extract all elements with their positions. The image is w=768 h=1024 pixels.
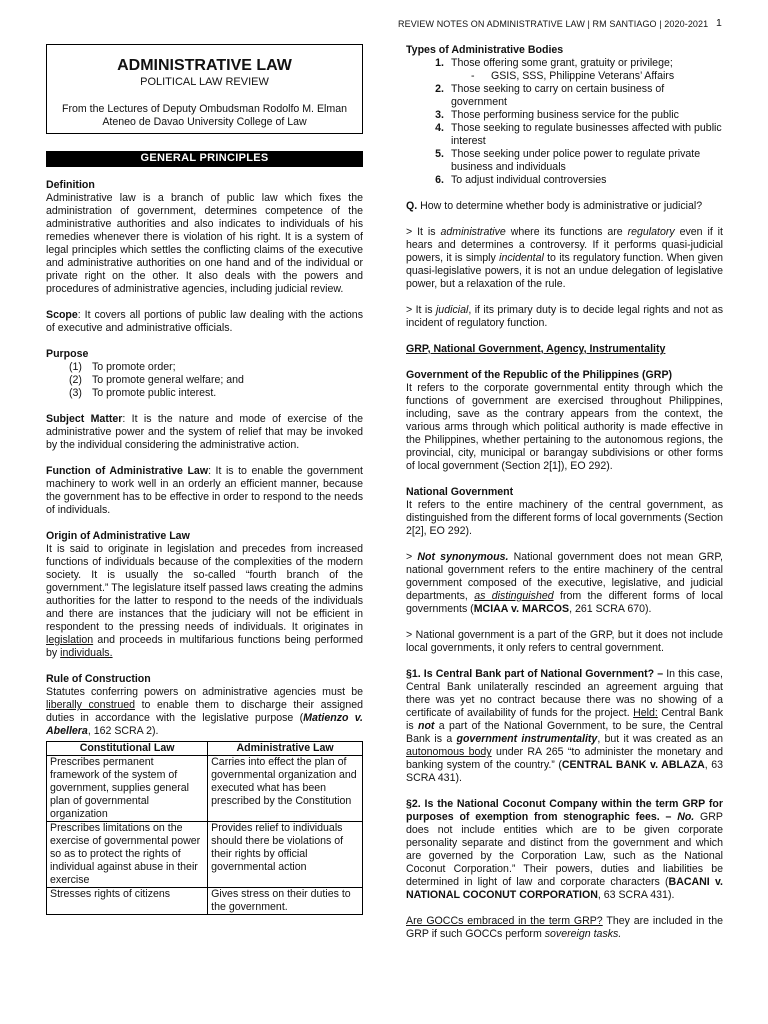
origin-text-a: It is said to originate in legislation and precedes from increased functions of individuals because of the complexities of the modern society. It is usually the so-called “fourth branch of the government.” The legislature itself passed laws creating the admins authorities for the latter to respond to the needs of the individuals and there are instances that the judiciary will not be efficient in respondent to the pressing needs of individuals. It originates in (46, 543, 363, 633)
item-number: 6. (435, 174, 444, 186)
item-number: (2) (69, 374, 82, 386)
page-number: 1 (716, 17, 722, 29)
item-text: Those performing business service for the public (451, 109, 679, 121)
rule-text-a: Statutes conferring powers on administrative agencies must be (46, 686, 363, 698)
item-text: Those seeking to carry on certain business of government (451, 83, 665, 108)
question (406, 200, 723, 213)
rule-section (46, 673, 363, 738)
grp-section (406, 369, 723, 473)
left-column (46, 44, 363, 915)
running-title: REVIEW NOTES ON ADMINISTRATIVE LAW | RM SANTIAGO | 2020-2021 (398, 19, 709, 29)
case-name: CENTRAL BANK v. ABLAZA (561, 759, 705, 771)
list-item (426, 122, 723, 148)
text-run: National government does not mean GRP, national government refers to the entire machinery of the central government composed of the executive, legislative, and judicial departments, (406, 551, 723, 602)
lecture-line-1: From the Lectures of Deputy Ombudsman Rodolfo M. Elman (62, 103, 347, 115)
case-name: MCIAA v. MARCOS (473, 603, 570, 615)
item-text: Those seeking to regulate businesses affected with public interest (451, 122, 722, 147)
text-run: , if its primary duty is to decide legal rights and not as incident of regulatory function. (406, 304, 723, 329)
origin-text (46, 543, 363, 660)
list-item (69, 361, 363, 374)
grp-heading-text: GRP, National Government, Agency, Instrumentality (406, 343, 666, 355)
text-run: even if it hears and determines a controversy. If it performs quasi-judicial powers, it is simply (406, 226, 723, 264)
item-number: 3. (435, 109, 444, 121)
question-label: Q. (406, 200, 418, 212)
list-item (426, 148, 723, 174)
definition-heading: Definition (46, 179, 95, 191)
text-run: where its functions are (505, 226, 628, 238)
section-bar: GENERAL PRINCIPLES (46, 151, 363, 167)
judicial-paragraph (406, 304, 723, 330)
held-label: Held: (633, 707, 658, 719)
subject-matter-heading: Subject Matter (46, 413, 123, 425)
origin-heading: Origin of Administrative Law (46, 530, 190, 542)
rule-underlined: liberally construed (46, 699, 136, 711)
section-2-paragraph (406, 798, 723, 902)
rule-text (46, 686, 363, 738)
rule-text-b: to enable them to discharge their assigned duties in accordance with the legislative purpose ( (46, 699, 363, 724)
text-run: as distinguished (474, 590, 554, 602)
function-section (46, 465, 363, 517)
item-text: Those offering some grant, gratuity or privilege; (451, 57, 673, 69)
table-cell: Carries into effect the plan of governmental organization and executed what has been prescribed by the Constitution (208, 756, 363, 822)
rule-case-name: Matienzo v. Abellera (46, 712, 363, 737)
item-text: To adjust individual controversies (451, 174, 607, 186)
grp-section-heading (406, 343, 723, 356)
function-heading: Function of Administrative Law (46, 465, 209, 477)
text-run: not (417, 720, 435, 732)
text-run: In this case, Central Bank unilaterally rescinded an agreement arguing that there was yet no contract because there was no showing of a certificate of availability of funds for the project. (406, 668, 723, 719)
right-column (406, 44, 723, 941)
origin-underlined-2: individuals. (60, 647, 113, 659)
text-run: government instrumentality (456, 733, 598, 745)
definition-text: Administrative law is a branch of public law which fixes the administration of government, determines competence of the administrative authorities and also indicates to individuals of his remedies whenever there is violation of his right. It is a system of legal principles which settles the conflicting claims of the executive and administrative authorities on one hand and of the individual or private right on the other. It also deals with the powers and procedures of administrative agencies, including judicial review. (46, 192, 363, 295)
text-run: incidental (499, 252, 544, 264)
purpose-heading: Purpose (46, 348, 89, 360)
list-item (426, 174, 723, 187)
grp-text: It refers to the corporate governmental entity through which the functions of government are exercised throughout Philippines, including, save as the contrary appears from the context, the various arms through which political authority is made effective in the Philippines, whether pertaining to the autonomous regions, the provincial, city, municipal or barangay subdivisions or other forms of local government (Section 2[1]), EO 292). (406, 382, 723, 472)
text-run: judicial (435, 304, 469, 316)
list-item (426, 57, 723, 70)
list-item (69, 387, 363, 400)
sub-item-text: GSIS, SSS, Philippine Veterans’ Affairs (491, 70, 675, 82)
origin-underlined-1: legislation (46, 634, 94, 646)
definition-section (46, 179, 363, 296)
text-run: autonomous body (406, 746, 492, 758)
section-2-heading: §2. Is the National Coconut Company within the term GRP for purposes of exemption from stenographic fees. – (406, 798, 723, 823)
text-run: a part of the National Government, to be sure, the Central Bank is a (406, 720, 723, 745)
sub-item-dash: - (471, 70, 475, 82)
text-run: > It is (406, 226, 441, 238)
origin-section (46, 530, 363, 660)
goccs-question: Are GOCCs embraced in the term GRP? (406, 915, 603, 927)
case-name: BACANI v. NATIONAL COCONUT CORPORATION (406, 876, 724, 901)
scope-text: : It covers all portions of public law dealing with the actions of executive and administrative officials. (46, 309, 363, 334)
item-number: (1) (69, 361, 82, 373)
goccs-paragraph (406, 915, 723, 941)
text-run: GRP does not include entities which are to be given corporate personality separate and distinct from the government and which are governed by the Corporation Law, such as the National Coconut Corporation.” Their powers, duties and liabilities be determined in light of law and corporate characters ( (406, 811, 723, 888)
not-synonymous-paragraph (406, 551, 723, 616)
sub-list-item (471, 70, 723, 83)
item-text: Those seeking under police power to regulate private business and individuals (451, 148, 701, 173)
item-number: (3) (69, 387, 82, 399)
table-cell: Prescribes limitations on the exercise of governmental power so as to protect the rights of individual against abuse in their exercise (47, 822, 208, 888)
rule-heading: Rule of Construction (46, 673, 151, 685)
text-run: sovereign tasks. (544, 928, 622, 940)
comparison-table (46, 741, 363, 915)
lecture-line-2: Ateneo de Davao University College of Law (102, 116, 307, 128)
title-box (46, 44, 363, 134)
text-run: Central Bank is (406, 707, 723, 732)
text-run: > It is (406, 304, 436, 316)
rule-text-c: , 162 SCRA 2). (87, 725, 159, 737)
item-number: 1. (435, 57, 444, 69)
document-title: ADMINISTRATIVE LAW (117, 57, 292, 74)
table-row (47, 888, 363, 915)
administrative-paragraph (406, 226, 723, 291)
item-text: To promote order; (92, 361, 176, 373)
question-text: How to determine whether body is administrative or judicial? (417, 200, 703, 212)
purpose-list (69, 361, 363, 400)
text-run: under RA 265 “to administer the monetary and banking system of the country.” ( (406, 746, 723, 771)
purpose-section (46, 348, 363, 400)
column-header: Constitutional Law (47, 742, 208, 756)
column-header: Administrative Law (208, 742, 363, 756)
text-run: , 63 SCRA 431). (406, 759, 724, 784)
table-cell: Provides relief to individuals should there be violations of their rights by official governmental action (208, 822, 363, 888)
subject-matter-text: : It is the nature and mode of exercise of the administrative power and the system of relief that may be invoked by the individual considering the administrative action. (46, 413, 363, 451)
table-row (47, 756, 363, 822)
text-run: > (406, 551, 418, 563)
types-section (406, 44, 723, 187)
section-1-heading: §1. Is Central Bank part of National Government? – (406, 668, 664, 680)
text-run: Not synonymous. (417, 551, 509, 563)
scope-section (46, 309, 363, 335)
item-number: 2. (435, 83, 444, 95)
text-run: administrative (440, 226, 506, 238)
text-run: , 261 SCRA 670). (569, 603, 652, 615)
text-run: regulatory (627, 226, 675, 238)
types-list (426, 57, 723, 187)
text-run: from the different forms of local governments ( (406, 590, 723, 615)
table-cell: Prescribes permanent framework of the system of government, supplies general plan of governmental organization (47, 756, 208, 822)
grp-heading: Government of the Republic of the Philippines (GRP) (406, 369, 673, 381)
text-run: to its regulatory function. When given quasi-legislative powers, it is not an undue delegation of legislative power, but a relaxation of the rule. (406, 252, 723, 290)
national-government-heading: National Government (406, 486, 514, 498)
running-header (398, 18, 722, 31)
text-run: , 63 SCRA 431). (597, 889, 675, 901)
list-item (426, 109, 723, 122)
national-government-text: It refers to the entire machinery of the central government, as distinguished from the different forms of local governments (Section 2[2], EO 292). (406, 499, 723, 537)
document-subtitle: POLITICAL LAW REVIEW (140, 76, 269, 88)
text-run: , but it was created as an (597, 733, 723, 745)
table-row (47, 822, 363, 888)
item-number: 4. (435, 122, 444, 134)
text-run: They are included in the GRP if such GOCCs perform (406, 915, 723, 940)
scope-heading: Scope (46, 309, 78, 321)
list-item (426, 83, 723, 109)
table-cell: Gives stress on their duties to the government. (208, 888, 363, 915)
part-of-grp-paragraph: > National government is a part of the GRP, but it does not include local governments, it only refers to central government. (406, 629, 723, 654)
text-run: No. (677, 811, 695, 823)
section-1-paragraph (406, 668, 723, 785)
item-text: To promote public interest. (92, 387, 217, 399)
origin-text-b: and proceeds in multifarious functions being performed by (46, 634, 363, 659)
list-item (69, 374, 363, 387)
types-heading: Types of Administrative Bodies (406, 44, 564, 56)
national-government-section (406, 486, 723, 538)
table-header-row (47, 742, 363, 756)
item-text: To promote general welfare; and (92, 374, 244, 386)
function-text: : It is to enable the government machinery to work well in an orderly an efficient manner, because the government has to be effective in order to respond to the needs of individuals. (46, 465, 363, 516)
subject-matter-section (46, 413, 363, 452)
table-cell: Stresses rights of citizens (47, 888, 208, 915)
item-number: 5. (435, 148, 444, 160)
